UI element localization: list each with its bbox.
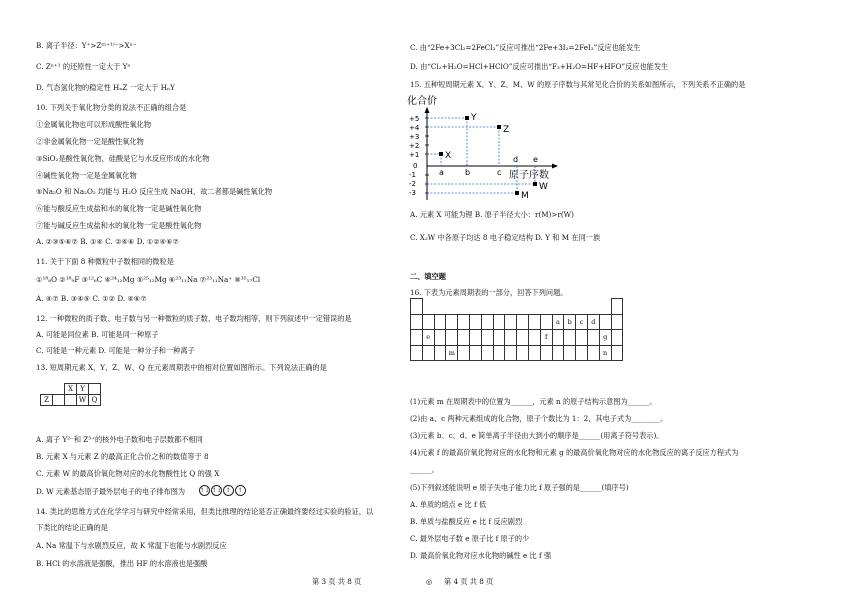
- page-number-right: 第 4 页 共 8 页: [444, 577, 494, 586]
- q10-item-6: ⑥能与酸反应生成盐和水的氧化物一定是碱性氧化物: [36, 204, 202, 213]
- cell-m: m: [446, 345, 458, 361]
- q14-option-a: A. Na 常温下与水剧烈反应，故 K 常温下也能与水剧烈反应: [36, 541, 227, 550]
- orbital-box: ↑↓: [211, 487, 222, 494]
- q15-options-cd: C. X₂W 中各原子均达 8 电子稳定结构 D. Y 和 M 在同一族: [410, 233, 601, 242]
- q10-options: A. ②③⑤⑥⑦ B. ①④ C. ②④⑥ D. ①②④⑥⑦: [36, 237, 180, 246]
- q16-part3: (3)元素 b、c、d、e 简单离子半径由大到小的顺序是______(用离子符号表示)。: [410, 431, 664, 440]
- point-z: [497, 125, 501, 129]
- q10-stem: 10. 下列关于氧化物分类的说法不正确的组合是: [36, 103, 187, 112]
- cell-g: g: [599, 330, 611, 346]
- grid-cell-w: W: [77, 395, 89, 406]
- q10-item-5: ⑤Na₂O 和 Na₂O₂ 均能与 H₂O 反应生成 NaOH，故二者都是碱性氧化物: [36, 187, 273, 196]
- q13-option-c: C. 元素 W 的最高价氧化物对应的水化物酸性比 Q 的强 X: [36, 469, 220, 478]
- ytick-label: +3: [409, 133, 420, 141]
- xtick-label: c: [497, 168, 502, 177]
- chart-xlabel: 原子序数: [509, 170, 549, 181]
- periodic-table-fragment: [410, 298, 623, 361]
- xtick-label: d: [513, 155, 519, 164]
- q9-option-b: B. 离子半径：Y⁺>Z⁽ⁿ⁺¹⁾⁻>Xⁿ⁻: [36, 41, 137, 50]
- center-mark: ◎: [426, 577, 433, 586]
- q16-part4-blank: ______。: [410, 465, 439, 474]
- q10-item-4: ④碱性氧化物一定是金属氧化物: [36, 171, 137, 180]
- page-number-left: 第 3 页 共 8 页: [312, 577, 362, 586]
- point-x: [439, 152, 443, 156]
- cell-f: f: [540, 330, 552, 346]
- q14-option-d: D. 由“Cl₂+H₂O=HCl+HClO”反应可推出“F₂+H₂O=HF+HFO”反应也能发生: [410, 62, 669, 71]
- point-label-w: W: [539, 182, 548, 192]
- q16-option-a: A. 单质的熔点 e 比 f 低: [410, 500, 487, 509]
- chart-ylabel: 化合价: [407, 96, 437, 107]
- q14-option-b: B. HCl 的水溶液是强酸，推出 HF 的水溶液也是强酸: [36, 559, 208, 568]
- ytick-label: +1: [409, 151, 420, 159]
- q9-option-c: C. Zⁿ⁺¹ 的还原性一定大于 Yⁿ: [36, 62, 131, 71]
- grid-cell: [41, 384, 53, 395]
- q13-option-b: B. 元素 X 与元素 Z 的最高正化合价之和的数值等于 8: [36, 452, 209, 461]
- q10-item-2: ②非金属氧化物一定是酸性氧化物: [36, 137, 144, 146]
- q16-option-b: B. 单质与盐酸反应 e 比 f 反应剧烈: [410, 517, 523, 526]
- q11-stem: 11. 关于下面 8 种微粒中子数相同的微粒是: [36, 257, 174, 266]
- point-label-x: X: [445, 151, 452, 161]
- ytick-label: +4: [409, 124, 420, 132]
- ytick-label: -2: [409, 180, 416, 188]
- y-axis-arrow: [425, 107, 430, 113]
- cell-e: e: [422, 330, 434, 346]
- grid-cell: [89, 384, 101, 395]
- grid-cell-x: X: [65, 384, 77, 395]
- q15-stem: 15. 五种短周期元素 X、Y、Z、M、W 的原子序数与其常见化合价的关系如图所示，下列关系不正确的是: [410, 80, 746, 89]
- grid-cell: [53, 384, 65, 395]
- q12-options-cd: C. 可能是一种元素 D. 可能是一种分子和一种离子: [36, 346, 195, 355]
- q14-option-c: C. 由“2Fe+3Cl₂=2FeCl₃”反应可推出“2Fe+3I₂=2FeI₃”反应也能发生: [410, 43, 641, 52]
- q15-options-ab: A. 元素 X 可能为锂 B. 原子半径大小：r(M)>r(W): [410, 210, 574, 219]
- q12-stem: 12. 一种微粒的质子数、电子数与另一种微粒的质子数、电子数均相等，则下列叙述中一定错误的是: [36, 314, 352, 323]
- q16-part1: (1)元素 m 在周期表中的位置为______，元素 n 的原子结构示意图为______。: [410, 397, 657, 406]
- q16-part4: (4)元素 f 的最高价氧化物对应的水化物和元素 g 的最高价氧化物对应的水化物反应的离子反应方程式为: [410, 448, 739, 457]
- ytick-label: 0: [413, 162, 418, 170]
- q11-particles: ①¹⁸₈O ②¹⁸₉F ③¹²₆C ④²⁴₁₂Mg ⑤²⁵₁₂Mg ⑥²³₁₁Na ⑦²³₁₁Na⁺ ⑧³⁵₁₇Cl: [36, 275, 261, 284]
- q16-part5: (5)下列叙述能说明 e 原子失电子能力比 f 原子强的是______(填序号): [410, 483, 629, 492]
- xtick-label: b: [465, 168, 471, 177]
- grid-cell-y: Y: [77, 384, 89, 395]
- xtick-label: e: [533, 155, 538, 164]
- cell-n: n: [599, 345, 611, 361]
- ytick-label: -1: [409, 171, 416, 179]
- point-m: [515, 191, 519, 195]
- x-axis-arrow: [552, 164, 558, 169]
- q16-option-c: C. 最外层电子数 e 原子比 f 原子的少: [410, 534, 530, 543]
- ytick-label: +5: [409, 115, 420, 123]
- valence-chart: [405, 92, 585, 208]
- q13-option-d: D. W 元素基态原子最外层电子的电子排布图为: [36, 487, 186, 496]
- q10-item-7: ⑦能与碱反应生成盐和水的氧化物一定是酸性氧化物: [36, 221, 202, 230]
- point-label-z: Z: [503, 125, 510, 135]
- point-label-m: M: [521, 191, 529, 201]
- point-y: [465, 116, 469, 120]
- q10-item-1: ①金属氧化物也可以形成酸性氧化物: [36, 120, 152, 129]
- q16-stem: 16. 下表为元素周期表的一部分，回答下列问题。: [410, 288, 568, 297]
- grid-cell-z: Z: [41, 395, 53, 406]
- cell-c: c: [576, 314, 588, 330]
- section-heading: 二、填空题: [410, 272, 446, 281]
- q16-option-d: D. 最高价氧化物对应水化物的碱性 e 比 f 强: [410, 551, 552, 560]
- grid-cell: [65, 395, 77, 406]
- q12-options-ab: A. 可能是同位素 B. 可能是同一种原子: [36, 330, 159, 339]
- xtick-label: a: [439, 168, 444, 177]
- q16-part2: (2)由 a、c 两种元素组成的化合物，原子个数比为 1：2，其电子式为________。: [410, 414, 668, 423]
- q13-option-a: A. 离子 Y²⁻和 Z³⁺的核外电子数和电子层数都不相同: [36, 435, 203, 444]
- ytick-label: +2: [409, 142, 420, 150]
- q14-stem: 14. 类比的思维方式在化学学习与研究中经常采用，但类比推理的结论是否正确最终要经过实验的验证，以: [36, 507, 374, 516]
- q11-options: A. ④⑦ B. ③④⑤ C. ①② D. ④⑥⑦: [36, 294, 147, 303]
- orbital-diagram: [198, 485, 246, 496]
- q9-option-d: D. 气态氢化物的稳定性 HₙZ 一定大于 HₙY: [36, 83, 175, 92]
- cell-a: a: [552, 314, 564, 330]
- orbital-box: ↑: [235, 485, 246, 496]
- q13-stem: 13. 短周期元素 X、Y、Z、W、Q 在元素周期表中的相对位置如图所示。下列说法正确的是: [36, 363, 327, 372]
- cell-b: b: [564, 314, 576, 330]
- cell-d: d: [587, 314, 599, 330]
- q10-item-3: ③SiO₂是酸性氧化物，硅酸是它与水反应形成的水化物: [36, 154, 210, 163]
- point-label-y: Y: [471, 113, 477, 123]
- q14-stem-cont: 下类比的结论正确的是: [36, 523, 108, 532]
- orbital-box: ↑: [223, 485, 234, 496]
- q13-element-grid: [40, 383, 101, 406]
- grid-cell: [53, 395, 65, 406]
- orbital-box: ↑↓: [199, 487, 210, 494]
- grid-cell-q: Q: [89, 395, 101, 406]
- ytick-label: -3: [409, 189, 416, 197]
- point-w: [533, 182, 537, 186]
